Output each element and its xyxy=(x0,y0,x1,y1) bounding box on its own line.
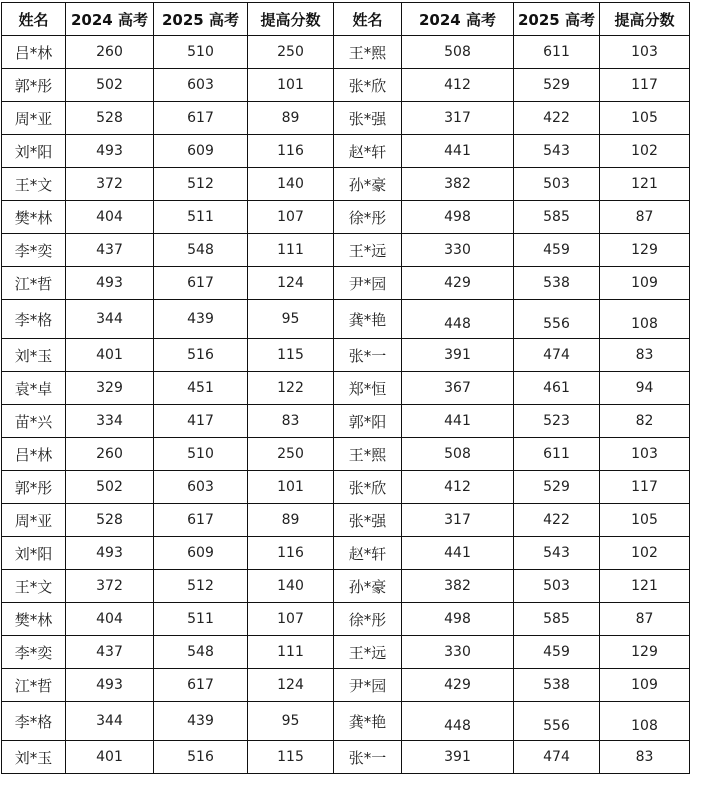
table-row xyxy=(2,504,690,537)
cell-score-2024: 401 xyxy=(66,741,154,774)
cell-score-2024: 448 xyxy=(402,702,514,741)
cell-improvement: 115 xyxy=(248,741,334,774)
cell-score-2025: 538 xyxy=(514,669,600,702)
cell-name: 王*熙 xyxy=(334,438,402,471)
cell-score-2025: 543 xyxy=(514,135,600,168)
cell-score-2025: 510 xyxy=(154,438,248,471)
cell-score-2025: 459 xyxy=(514,636,600,669)
table-row xyxy=(2,570,690,603)
cell-improvement: 83 xyxy=(600,741,690,774)
cell-name: 张*一 xyxy=(334,339,402,372)
cell-score-2024: 493 xyxy=(66,537,154,570)
cell-score-2025: 617 xyxy=(154,267,248,300)
cell-score-2024: 334 xyxy=(66,405,154,438)
cell-score-2025: 510 xyxy=(154,36,248,69)
cell-improvement: 83 xyxy=(600,339,690,372)
table-row xyxy=(2,36,690,69)
cell-score-2025: 538 xyxy=(514,267,600,300)
table-row xyxy=(2,234,690,267)
table-row xyxy=(2,372,690,405)
cell-score-2025: 439 xyxy=(154,300,248,339)
cell-score-2024: 382 xyxy=(402,570,514,603)
cell-improvement: 108 xyxy=(600,702,690,741)
cell-name: 袁*卓 xyxy=(2,372,66,405)
cell-name: 吕*林 xyxy=(2,36,66,69)
cell-improvement: 95 xyxy=(248,300,334,339)
cell-score-2024: 429 xyxy=(402,669,514,702)
cell-name: 江*哲 xyxy=(2,669,66,702)
cell-improvement: 117 xyxy=(600,471,690,504)
cell-score-2025: 503 xyxy=(514,168,600,201)
cell-score-2025: 422 xyxy=(514,102,600,135)
cell-name: 刘*玉 xyxy=(2,741,66,774)
cell-score-2025: 459 xyxy=(514,234,600,267)
cell-score-2024: 502 xyxy=(66,471,154,504)
cell-score-2024: 508 xyxy=(402,36,514,69)
cell-name: 徐*彤 xyxy=(334,201,402,234)
cell-name: 张*强 xyxy=(334,102,402,135)
cell-name: 孙*豪 xyxy=(334,168,402,201)
cell-score-2025: 474 xyxy=(514,339,600,372)
cell-score-2025: 529 xyxy=(514,69,600,102)
table-row xyxy=(2,438,690,471)
cell-name: 赵*轩 xyxy=(334,537,402,570)
table-row xyxy=(2,201,690,234)
cell-score-2025: 609 xyxy=(154,135,248,168)
cell-improvement: 140 xyxy=(248,570,334,603)
cell-name: 徐*彤 xyxy=(334,603,402,636)
cell-improvement: 94 xyxy=(600,372,690,405)
cell-score-2025: 585 xyxy=(514,201,600,234)
table-row xyxy=(2,471,690,504)
table-row xyxy=(2,636,690,669)
cell-score-2025: 548 xyxy=(154,636,248,669)
cell-score-2024: 382 xyxy=(402,168,514,201)
cell-improvement: 103 xyxy=(600,36,690,69)
cell-score-2025: 609 xyxy=(154,537,248,570)
cell-score-2024: 502 xyxy=(66,69,154,102)
cell-score-2025: 617 xyxy=(154,669,248,702)
cell-name: 刘*阳 xyxy=(2,135,66,168)
cell-score-2024: 317 xyxy=(402,504,514,537)
cell-score-2024: 344 xyxy=(66,702,154,741)
cell-score-2025: 512 xyxy=(154,168,248,201)
cell-score-2024: 260 xyxy=(66,36,154,69)
cell-improvement: 102 xyxy=(600,135,690,168)
cell-score-2024: 412 xyxy=(402,471,514,504)
cell-score-2024: 493 xyxy=(66,267,154,300)
cell-improvement: 109 xyxy=(600,669,690,702)
cell-improvement: 105 xyxy=(600,504,690,537)
cell-score-2024: 330 xyxy=(402,234,514,267)
cell-improvement: 108 xyxy=(600,300,690,339)
cell-score-2024: 372 xyxy=(66,168,154,201)
cell-score-2025: 422 xyxy=(514,504,600,537)
cell-score-2024: 412 xyxy=(402,69,514,102)
cell-name: 王*远 xyxy=(334,234,402,267)
table-row xyxy=(2,702,690,741)
cell-improvement: 116 xyxy=(248,135,334,168)
cell-score-2024: 429 xyxy=(402,267,514,300)
cell-score-2024: 344 xyxy=(66,300,154,339)
cell-improvement: 250 xyxy=(248,36,334,69)
table-row xyxy=(2,168,690,201)
cell-score-2025: 529 xyxy=(514,471,600,504)
cell-score-2024: 437 xyxy=(66,636,154,669)
cell-name: 张*欣 xyxy=(334,471,402,504)
cell-name: 郑*恒 xyxy=(334,372,402,405)
cell-name: 王*远 xyxy=(334,636,402,669)
cell-score-2024: 528 xyxy=(66,504,154,537)
cell-score-2025: 603 xyxy=(154,69,248,102)
table-row xyxy=(2,300,690,339)
cell-improvement: 101 xyxy=(248,69,334,102)
table-row xyxy=(2,69,690,102)
table-row xyxy=(2,135,690,168)
cell-score-2024: 528 xyxy=(66,102,154,135)
table-row xyxy=(2,267,690,300)
cell-improvement: 103 xyxy=(600,438,690,471)
cell-improvement: 102 xyxy=(600,537,690,570)
cell-score-2025: 548 xyxy=(154,234,248,267)
table-row xyxy=(2,405,690,438)
cell-score-2024: 441 xyxy=(402,135,514,168)
table-row xyxy=(2,603,690,636)
cell-improvement: 82 xyxy=(600,405,690,438)
cell-improvement: 109 xyxy=(600,267,690,300)
header-row xyxy=(2,3,690,36)
cell-improvement: 124 xyxy=(248,669,334,702)
cell-score-2024: 330 xyxy=(402,636,514,669)
cell-name: 尹*园 xyxy=(334,267,402,300)
cell-improvement: 89 xyxy=(248,102,334,135)
cell-improvement: 107 xyxy=(248,603,334,636)
cell-improvement: 122 xyxy=(248,372,334,405)
table-body xyxy=(2,36,690,774)
cell-improvement: 124 xyxy=(248,267,334,300)
cell-name: 孙*豪 xyxy=(334,570,402,603)
cell-improvement: 116 xyxy=(248,537,334,570)
cell-improvement: 121 xyxy=(600,168,690,201)
cell-name: 赵*轩 xyxy=(334,135,402,168)
cell-improvement: 105 xyxy=(600,102,690,135)
cell-score-2024: 448 xyxy=(402,300,514,339)
cell-score-2024: 441 xyxy=(402,405,514,438)
cell-score-2025: 511 xyxy=(154,603,248,636)
header-2024-score: 2024 高考 xyxy=(402,3,514,36)
cell-improvement: 129 xyxy=(600,234,690,267)
cell-name: 吕*林 xyxy=(2,438,66,471)
cell-score-2024: 404 xyxy=(66,603,154,636)
cell-score-2025: 417 xyxy=(154,405,248,438)
table-row xyxy=(2,537,690,570)
cell-score-2024: 329 xyxy=(66,372,154,405)
cell-name: 张*强 xyxy=(334,504,402,537)
cell-name: 李*格 xyxy=(2,702,66,741)
cell-improvement: 140 xyxy=(248,168,334,201)
cell-score-2024: 441 xyxy=(402,537,514,570)
cell-score-2024: 391 xyxy=(402,741,514,774)
cell-score-2025: 585 xyxy=(514,603,600,636)
cell-name: 王*文 xyxy=(2,168,66,201)
cell-score-2024: 260 xyxy=(66,438,154,471)
cell-score-2025: 512 xyxy=(154,570,248,603)
cell-score-2025: 461 xyxy=(514,372,600,405)
cell-score-2024: 493 xyxy=(66,669,154,702)
cell-score-2025: 611 xyxy=(514,36,600,69)
header-name: 姓名 xyxy=(2,3,66,36)
cell-score-2025: 516 xyxy=(154,339,248,372)
cell-improvement: 111 xyxy=(248,636,334,669)
cell-score-2024: 498 xyxy=(402,603,514,636)
cell-name: 郭*彤 xyxy=(2,471,66,504)
cell-improvement: 117 xyxy=(600,69,690,102)
header-2024-score: 2024 高考 xyxy=(66,3,154,36)
cell-name: 刘*阳 xyxy=(2,537,66,570)
cell-name: 张*一 xyxy=(334,741,402,774)
cell-score-2025: 543 xyxy=(514,537,600,570)
header-improvement: 提高分数 xyxy=(248,3,334,36)
cell-score-2024: 498 xyxy=(402,201,514,234)
cell-name: 樊*林 xyxy=(2,603,66,636)
cell-name: 张*欣 xyxy=(334,69,402,102)
cell-improvement: 87 xyxy=(600,201,690,234)
cell-improvement: 111 xyxy=(248,234,334,267)
cell-name: 王*文 xyxy=(2,570,66,603)
cell-name: 李*奕 xyxy=(2,234,66,267)
cell-score-2024: 508 xyxy=(402,438,514,471)
cell-score-2025: 603 xyxy=(154,471,248,504)
cell-score-2024: 391 xyxy=(402,339,514,372)
cell-score-2024: 401 xyxy=(66,339,154,372)
cell-improvement: 87 xyxy=(600,603,690,636)
cell-name: 江*哲 xyxy=(2,267,66,300)
cell-name: 郭*彤 xyxy=(2,69,66,102)
header-2025-score: 2025 高考 xyxy=(154,3,248,36)
cell-score-2024: 404 xyxy=(66,201,154,234)
cell-improvement: 115 xyxy=(248,339,334,372)
cell-score-2025: 611 xyxy=(514,438,600,471)
cell-name: 李*格 xyxy=(2,300,66,339)
table-row xyxy=(2,741,690,774)
cell-name: 周*亚 xyxy=(2,504,66,537)
cell-name: 樊*林 xyxy=(2,201,66,234)
cell-score-2025: 474 xyxy=(514,741,600,774)
cell-name: 尹*园 xyxy=(334,669,402,702)
cell-improvement: 83 xyxy=(248,405,334,438)
cell-score-2025: 523 xyxy=(514,405,600,438)
header-improvement: 提高分数 xyxy=(600,3,690,36)
cell-name: 周*亚 xyxy=(2,102,66,135)
cell-improvement: 101 xyxy=(248,471,334,504)
cell-score-2025: 439 xyxy=(154,702,248,741)
cell-score-2024: 493 xyxy=(66,135,154,168)
header-2025-score: 2025 高考 xyxy=(514,3,600,36)
cell-score-2025: 511 xyxy=(154,201,248,234)
table-row xyxy=(2,102,690,135)
cell-score-2025: 451 xyxy=(154,372,248,405)
cell-score-2025: 556 xyxy=(514,300,600,339)
cell-name: 龚*艳 xyxy=(334,300,402,339)
cell-name: 刘*玉 xyxy=(2,339,66,372)
cell-name: 李*奕 xyxy=(2,636,66,669)
cell-score-2024: 367 xyxy=(402,372,514,405)
table-row xyxy=(2,339,690,372)
cell-name: 龚*艳 xyxy=(334,702,402,741)
score-table xyxy=(1,2,690,774)
cell-score-2024: 437 xyxy=(66,234,154,267)
cell-improvement: 129 xyxy=(600,636,690,669)
cell-score-2025: 556 xyxy=(514,702,600,741)
cell-score-2025: 617 xyxy=(154,102,248,135)
cell-improvement: 95 xyxy=(248,702,334,741)
cell-score-2025: 503 xyxy=(514,570,600,603)
cell-improvement: 121 xyxy=(600,570,690,603)
cell-score-2024: 317 xyxy=(402,102,514,135)
cell-score-2025: 516 xyxy=(154,741,248,774)
table-row xyxy=(2,669,690,702)
cell-improvement: 250 xyxy=(248,438,334,471)
cell-score-2025: 617 xyxy=(154,504,248,537)
cell-name: 苗*兴 xyxy=(2,405,66,438)
cell-improvement: 89 xyxy=(248,504,334,537)
cell-name: 王*熙 xyxy=(334,36,402,69)
cell-score-2024: 372 xyxy=(66,570,154,603)
header-name: 姓名 xyxy=(334,3,402,36)
cell-name: 郭*阳 xyxy=(334,405,402,438)
cell-improvement: 107 xyxy=(248,201,334,234)
